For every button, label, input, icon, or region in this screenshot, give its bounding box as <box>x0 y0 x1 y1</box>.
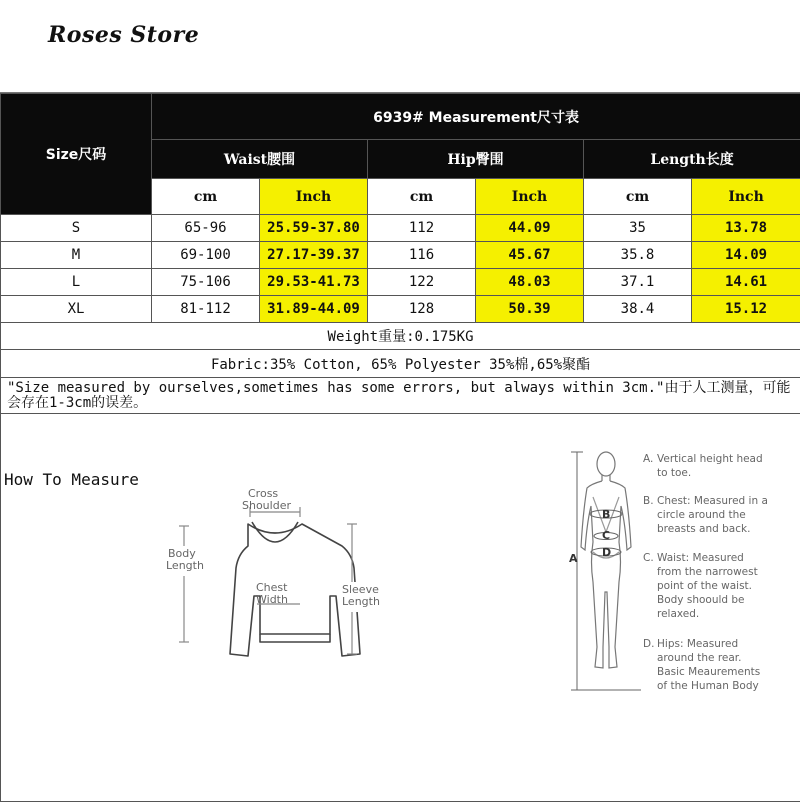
marker-b: B <box>602 508 610 521</box>
note-label: B. <box>643 494 657 508</box>
waist-inch-cell: 29.53-41.73 <box>260 269 368 296</box>
head-icon <box>597 452 615 476</box>
chest-width-label: Width <box>256 593 288 606</box>
marker-c: C <box>602 529 610 542</box>
brand-logo: Roses Store <box>48 22 199 48</box>
length-cm-cell: 38.4 <box>584 296 692 323</box>
length-cm-cell: 35 <box>584 215 692 242</box>
size-cell: M <box>1 242 152 269</box>
hip-inch-cell: 44.09 <box>476 215 584 242</box>
waist-cm-cell: 69-100 <box>152 242 260 269</box>
cross-shoulder-label: Shoulder <box>242 499 291 512</box>
hip-inch-cell: 48.03 <box>476 269 584 296</box>
note-text: Vertical height head to toe. <box>657 452 767 480</box>
measurement-note: "Size measured by ourselves,sometimes has some errors, but always within 3cm."由于人工测量，可能会存在1-3cm的误差。 <box>1 378 800 414</box>
length-cm-cell: 35.8 <box>584 242 692 269</box>
table-row <box>1 269 800 296</box>
length-inch-cell: 14.09 <box>692 242 800 269</box>
table-title: 6939# Measurement尺寸表 <box>152 94 800 140</box>
marker-d: D <box>602 546 611 559</box>
note-label: A. <box>643 452 657 466</box>
group-header-waist: Waist腰围 <box>152 140 368 179</box>
size-cell: L <box>1 269 152 296</box>
hip-cm-cell: 128 <box>368 296 476 323</box>
hip-cm-cell: 122 <box>368 269 476 296</box>
sleeve-length-label: Sleeve <box>342 583 379 596</box>
unit-header: Inch <box>692 179 800 215</box>
size-cell: XL <box>1 296 152 323</box>
waist-inch-cell: 25.59-37.80 <box>260 215 368 242</box>
sleeve-length-label: Length <box>342 595 380 608</box>
hip-inch-cell: 50.39 <box>476 296 584 323</box>
note-label: C. <box>643 551 657 565</box>
body-figure-illustration <box>565 442 645 700</box>
waist-inch-cell: 31.89-44.09 <box>260 296 368 323</box>
length-inch-cell: 13.78 <box>692 215 800 242</box>
size-header: Size尺码 <box>1 94 152 215</box>
body-length-label: Body <box>168 547 196 560</box>
table-row <box>1 242 800 269</box>
weight-info: Weight重量:0.175KG <box>1 323 800 350</box>
group-header-hip: Hip臀围 <box>368 140 584 179</box>
note-text: Chest: Measured in a circle around the breasts and back. <box>657 494 769 536</box>
length-inch-cell: 14.61 <box>692 269 800 296</box>
group-header-length: Length长度 <box>584 140 800 179</box>
waist-cm-cell: 75-106 <box>152 269 260 296</box>
unit-header: cm <box>584 179 692 215</box>
waist-inch-cell: 27.17-39.37 <box>260 242 368 269</box>
note-text: Hips: Measured around the rear. Basic Meaurements of the Human Body <box>657 637 767 693</box>
unit-header: cm <box>368 179 476 215</box>
unit-header: Inch <box>476 179 584 215</box>
measurement-table <box>0 93 800 802</box>
waist-cm-cell: 81-112 <box>152 296 260 323</box>
length-cm-cell: 37.1 <box>584 269 692 296</box>
unit-header: cm <box>152 179 260 215</box>
length-inch-cell: 15.12 <box>692 296 800 323</box>
fabric-info: Fabric:35% Cotton, 65% Polyester 35%棉,65%聚酯 <box>1 350 800 378</box>
shirt-measure-illustration <box>160 484 390 674</box>
note-text: Waist: Measured from the narrowest point of the waist. Body shoould be relaxed. <box>657 551 762 621</box>
body-length-label: Length <box>166 559 204 572</box>
note-label: D. <box>643 637 657 651</box>
how-to-measure-label: How To Measure <box>4 470 139 489</box>
marker-a: A <box>569 552 578 565</box>
chest-width-label: Chest <box>256 581 288 594</box>
waist-cm-cell: 65-96 <box>152 215 260 242</box>
table-row <box>1 296 800 323</box>
hip-inch-cell: 45.67 <box>476 242 584 269</box>
table-row <box>1 215 800 242</box>
size-cell: S <box>1 215 152 242</box>
hip-cm-cell: 112 <box>368 215 476 242</box>
cross-shoulder-label: Cross <box>248 487 278 500</box>
unit-header: Inch <box>260 179 368 215</box>
hip-cm-cell: 116 <box>368 242 476 269</box>
